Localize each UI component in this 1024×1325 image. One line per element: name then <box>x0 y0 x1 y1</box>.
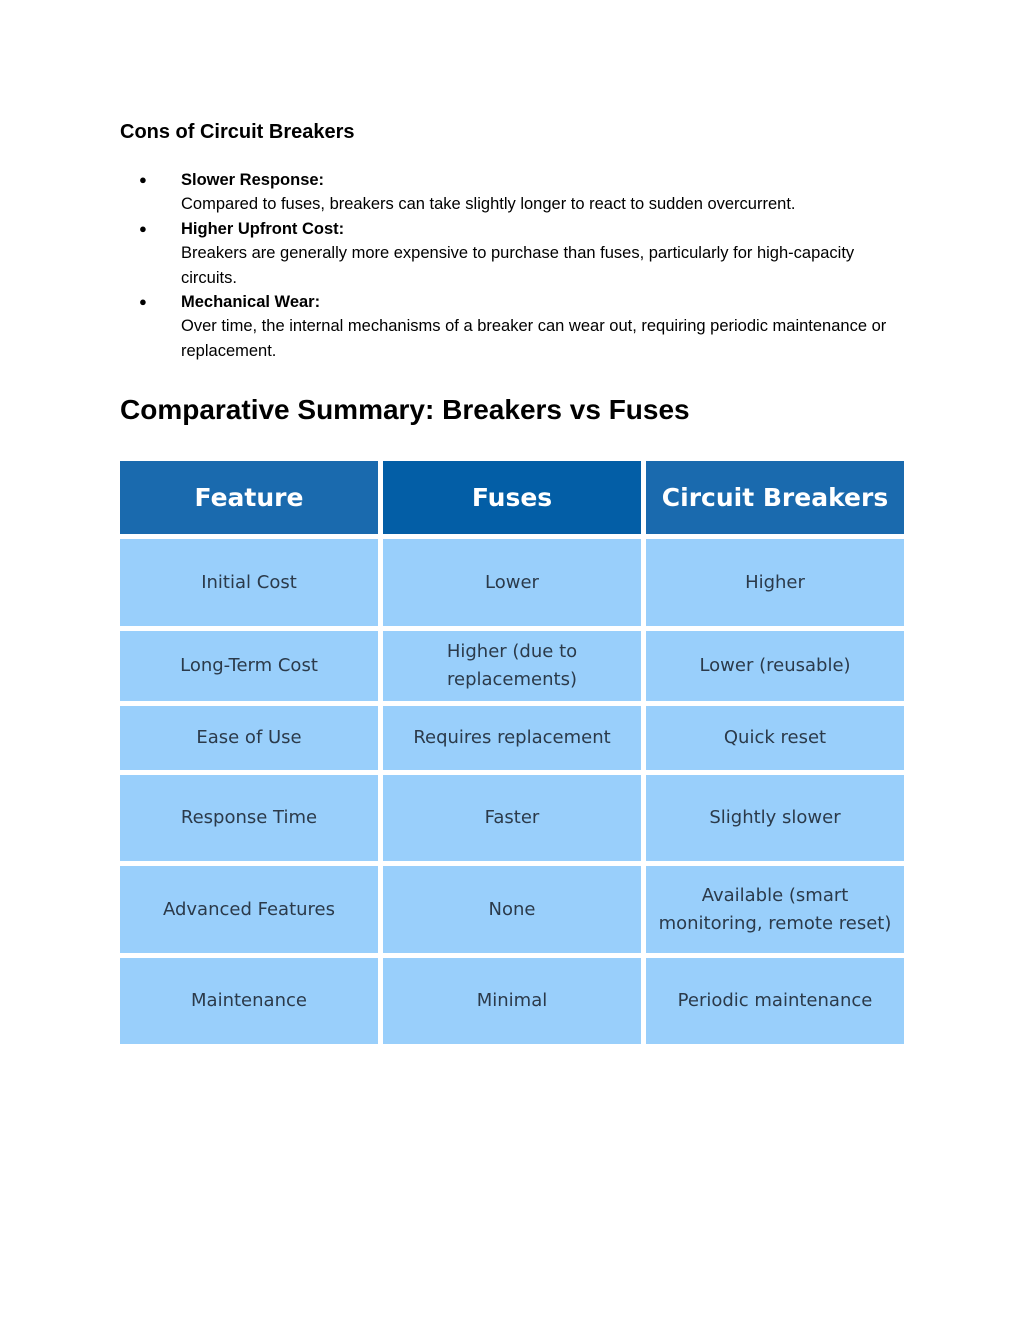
cons-item-higher-upfront-cost <box>120 217 900 290</box>
table-cell-fuses: Minimal <box>383 958 641 1044</box>
table-cell-breakers: Lower (reusable) <box>646 631 904 701</box>
table-cell-feature: Advanced Features <box>120 866 378 953</box>
table-cell-breakers: Available (smart monitoring, remote reset) <box>646 866 904 953</box>
cons-heading: Cons of Circuit Breakers <box>120 121 355 143</box>
cons-item-text: Breakers are generally more expensive to purchase than fuses, particularly for high-capacity circuits. <box>181 244 855 287</box>
cons-item-slower-response <box>120 168 900 217</box>
cons-item-text: Compared to fuses, breakers can take slightly longer to react to sudden overcurrent. <box>181 195 796 214</box>
table-cell-feature: Ease of Use <box>120 706 378 770</box>
table-header-circuit-breakers: Circuit Breakers <box>646 461 904 534</box>
table-cell-breakers: Higher <box>646 539 904 626</box>
table-cell-feature: Long-Term Cost <box>120 631 378 701</box>
table-cell-fuses: Requires replacement <box>383 706 641 770</box>
bullet-icon: ● <box>139 172 147 187</box>
table-cell-feature: Maintenance <box>120 958 378 1044</box>
cons-item-title: Slower Response: <box>181 171 325 189</box>
cons-list <box>120 168 900 363</box>
bullet-icon: ● <box>139 294 147 310</box>
cons-item-title: Higher Upfront Cost: <box>181 219 345 238</box>
cons-item-text: Over time, the internal mechanisms of a breaker can wear out, requiring periodic maintenance or replacement. <box>181 317 887 360</box>
summary-heading: Comparative Summary: Breakers vs Fuses <box>120 394 690 425</box>
table-cell-feature: Initial Cost <box>120 539 378 626</box>
table-cell-breakers: Slightly slower <box>646 775 904 861</box>
table-cell-fuses: Lower <box>383 539 641 626</box>
table-cell-fuses: Faster <box>383 775 641 861</box>
table-header-fuses: Fuses <box>383 461 641 534</box>
cons-item-mechanical-wear <box>120 290 900 363</box>
bullet-icon: ● <box>139 220 147 236</box>
table-cell-fuses: Higher (due to replacements) <box>383 631 641 701</box>
table-cell-fuses: None <box>383 866 641 953</box>
cons-item-title: Mechanical Wear: <box>181 293 321 312</box>
table-header-feature: Feature <box>120 461 378 534</box>
table-cell-feature: Response Time <box>120 775 378 861</box>
table-cell-breakers: Quick reset <box>646 706 904 770</box>
table-cell-breakers: Periodic maintenance <box>646 958 904 1044</box>
comparison-table <box>120 461 904 1050</box>
